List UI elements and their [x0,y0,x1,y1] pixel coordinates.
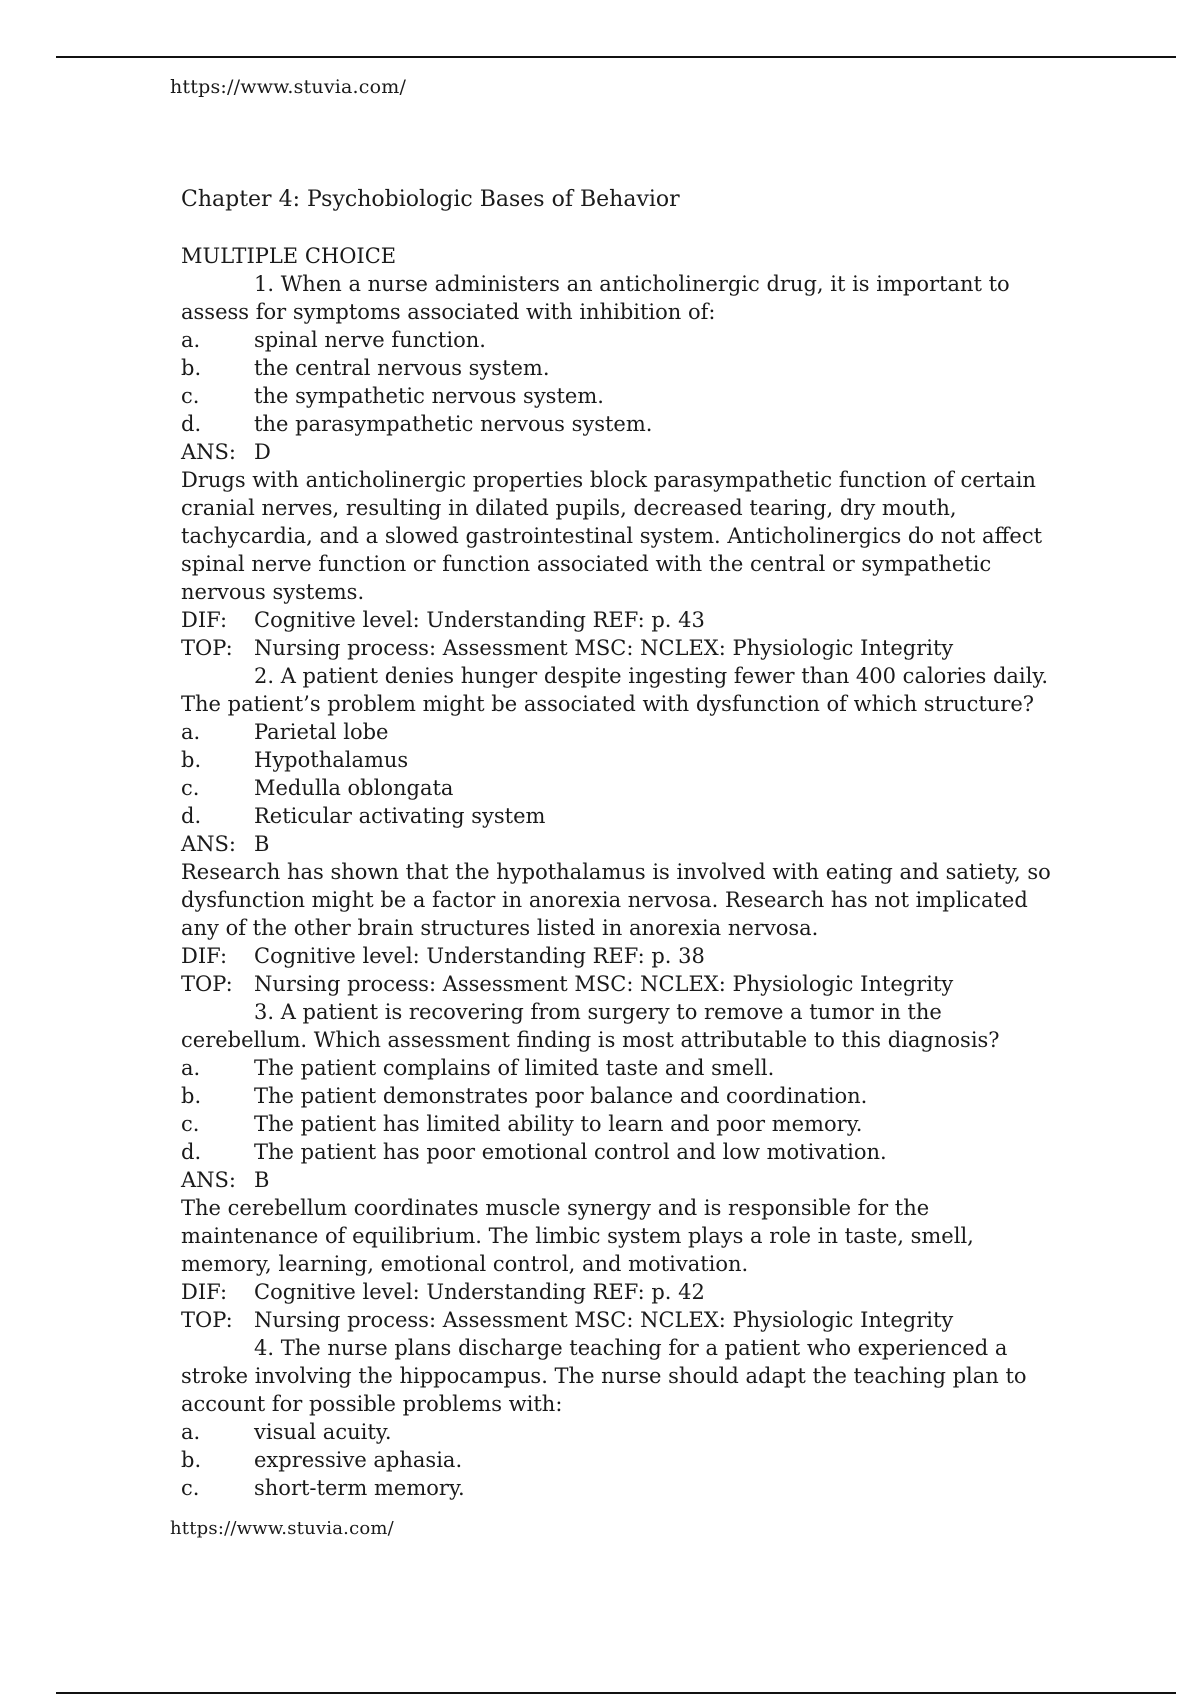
chapter-title: Chapter 4: Psychobiologic Bases of Behavior [181,187,680,212]
option-b [181,1082,1061,1110]
dif-label: DIF: [181,608,228,632]
option-c [181,382,1061,410]
option-c [181,1474,1061,1502]
option-text: Medulla oblongata [254,776,454,800]
option-letter: a. [181,720,201,744]
option-a [181,326,1061,354]
question-4 [181,1334,1061,1502]
option-letter: a. [181,1420,201,1444]
top-line [181,1306,1061,1334]
question-1 [181,270,1061,662]
option-text: the central nervous system. [254,356,550,380]
option-a [181,1054,1061,1082]
option-c [181,1110,1061,1138]
option-d [181,802,1061,830]
option-text: visual acuity. [254,1420,392,1444]
option-letter: b. [181,1448,202,1472]
option-text: the parasympathetic nervous system. [254,412,653,436]
option-text: The patient has poor emotional control and low motivation. [254,1140,887,1164]
option-text: The patient demonstrates poor balance and coordination. [254,1084,868,1108]
question-stem: 1. When a nurse administers an anticholinergic drug, it is important to assess for symptoms associated with inhibition of: [181,272,1010,324]
rationale: Drugs with anticholinergic properties block parasympathetic function of certain cranial nerves, resulting in dilated pupils, decreased tearing, dry mouth, tachycardia, and a slowed gastrointestinal system. Anticholinergics do not affect spinal nerve function or function associated with the central or sympathetic nervous systems. [181,468,1043,604]
top-label: TOP: [181,1308,233,1332]
dif-value: Cognitive level: Understanding REF: p. 38 [254,944,705,968]
option-letter: b. [181,356,202,380]
document-body [181,186,1061,1502]
question-3 [181,998,1061,1334]
option-letter: d. [181,412,202,436]
answer-label: ANS: [181,1168,237,1192]
option-text: expressive aphasia. [254,1448,463,1472]
option-text: short-term memory. [254,1476,465,1500]
question-stem: 2. A patient denies hunger despite ingesting fewer than 400 calories daily. The patient’s problem might be associated with dysfunction of which structure? [181,664,1049,716]
option-text: Hypothalamus [254,748,409,772]
option-text: The patient complains of limited taste and smell. [254,1056,775,1080]
option-letter: c. [181,776,200,800]
answer-label: ANS: [181,440,237,464]
dif-value: Cognitive level: Understanding REF: p. 43 [254,608,705,632]
option-letter: a. [181,1056,201,1080]
option-text: Parietal lobe [254,720,389,744]
top-rule [56,56,1176,58]
option-letter: a. [181,328,201,352]
footer-url[interactable]: https://www.stuvia.com/ [170,1518,394,1539]
option-text: the sympathetic nervous system. [254,384,604,408]
answer-value: B [254,1168,270,1192]
top-line [181,970,1061,998]
option-b [181,1446,1061,1474]
option-letter: c. [181,1476,200,1500]
question-stem: 3. A patient is recovering from surgery to remove a tumor in the cerebellum. Which assessment finding is most attributable to this diagnosis? [181,1000,1000,1052]
header-url[interactable]: https://www.stuvia.com/ [170,76,407,98]
question-stem: 4. The nurse plans discharge teaching for a patient who experienced a stroke involving the hippocampus. The nurse should adapt the teaching plan to account for possible problems with: [181,1336,1027,1416]
question-2 [181,662,1061,998]
dif-label: DIF: [181,1280,228,1304]
bottom-rule [56,1692,1176,1694]
top-value: Nursing process: Assessment MSC: NCLEX: Physiologic Integrity [254,972,954,996]
option-letter: c. [181,384,200,408]
section-title: MULTIPLE CHOICE [181,244,397,268]
option-text: spinal nerve function. [254,328,486,352]
option-d [181,1138,1061,1166]
top-label: TOP: [181,636,233,660]
answer-value: B [254,832,270,856]
rationale: Research has shown that the hypothalamus is involved with eating and satiety, so dysfunction might be a factor in anorexia nervosa. Research has not implicated any of the other brain structures listed in anorexia nervosa. [181,860,1051,940]
option-d [181,410,1061,438]
answer-value: D [254,440,271,464]
option-text: The patient has limited ability to learn and poor memory. [254,1112,863,1136]
rationale: The cerebellum coordinates muscle synergy and is responsible for the maintenance of equilibrium. The limbic system plays a role in taste, smell, memory, learning, emotional control, and motivation. [181,1196,974,1276]
dif-line [181,606,1061,634]
option-b [181,354,1061,382]
answer-line [181,1166,1061,1194]
dif-line [181,1278,1061,1306]
answer-line [181,438,1061,466]
top-value: Nursing process: Assessment MSC: NCLEX: Physiologic Integrity [254,1308,954,1332]
option-letter: b. [181,748,202,772]
option-letter: b. [181,1084,202,1108]
option-a [181,718,1061,746]
option-letter: c. [181,1112,200,1136]
dif-label: DIF: [181,944,228,968]
option-c [181,774,1061,802]
dif-line [181,942,1061,970]
option-letter: d. [181,1140,202,1164]
option-b [181,746,1061,774]
top-value: Nursing process: Assessment MSC: NCLEX: Physiologic Integrity [254,636,954,660]
answer-line [181,830,1061,858]
top-line [181,634,1061,662]
dif-value: Cognitive level: Understanding REF: p. 42 [254,1280,705,1304]
top-label: TOP: [181,972,233,996]
option-text: Reticular activating system [254,804,546,828]
option-a [181,1418,1061,1446]
answer-label: ANS: [181,832,237,856]
option-letter: d. [181,804,202,828]
